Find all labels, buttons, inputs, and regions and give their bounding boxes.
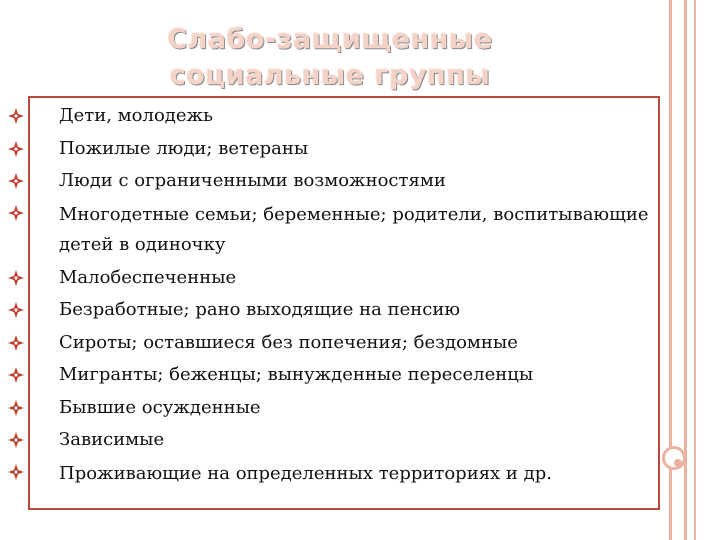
list-item-text: Мигранты; беженцы; вынужденные переселенцы — [59, 364, 534, 385]
list-item-text: Люди с ограниченными возможностями — [59, 170, 446, 191]
list-item — [0, 359, 660, 392]
list-item — [0, 327, 660, 360]
compass-rose-icon — [8, 400, 24, 416]
list-item — [0, 100, 660, 133]
compass-rose-icon — [8, 205, 24, 221]
right-frame-outer-line — [694, 0, 696, 540]
list-item — [0, 424, 660, 457]
compass-rose-icon — [8, 173, 24, 189]
compass-rose-icon — [8, 108, 24, 124]
slide-title — [110, 22, 550, 94]
compass-rose-icon — [8, 432, 24, 448]
list-item — [0, 457, 660, 491]
compass-rose-icon — [8, 335, 24, 351]
list-item-text: Сироты; оставшиеся без попечения; бездомные — [59, 331, 518, 353]
list-item-text: Многодетные семьи; беременные; родители, воспитывающие детей в одиночку — [59, 203, 649, 255]
list-item — [0, 133, 660, 166]
list-item-text: Пожилые люди; ветераны — [59, 137, 309, 159]
compass-rose-icon — [8, 367, 24, 383]
list-item-text: Малобеспеченные — [59, 266, 237, 288]
list-item — [0, 165, 660, 198]
compass-rose-icon — [8, 464, 24, 480]
bullet-list — [0, 100, 660, 491]
slide-title-line-2: социальные группы — [169, 60, 491, 91]
compass-rose-icon — [8, 302, 24, 318]
list-item — [0, 262, 660, 295]
list-item — [0, 392, 660, 425]
compass-rose-icon — [8, 141, 24, 157]
frame-circle-ornament — [662, 446, 686, 470]
compass-rose-icon — [8, 270, 24, 286]
list-item — [0, 294, 660, 327]
list-item-text: Зависимые — [59, 429, 165, 450]
list-item — [0, 198, 660, 262]
frame-circle-ornament-center — [674, 459, 682, 467]
list-item-text: Безработные; рано выходящие на пенсию — [59, 299, 460, 320]
list-item-text: Дети, молодежь — [59, 105, 213, 126]
list-item-text: Проживающие на определенных территориях и др. — [59, 462, 552, 484]
list-item-text: Бывшие осужденные — [59, 396, 261, 418]
slide-title-line-1: Слабо-защищенные — [167, 24, 493, 55]
